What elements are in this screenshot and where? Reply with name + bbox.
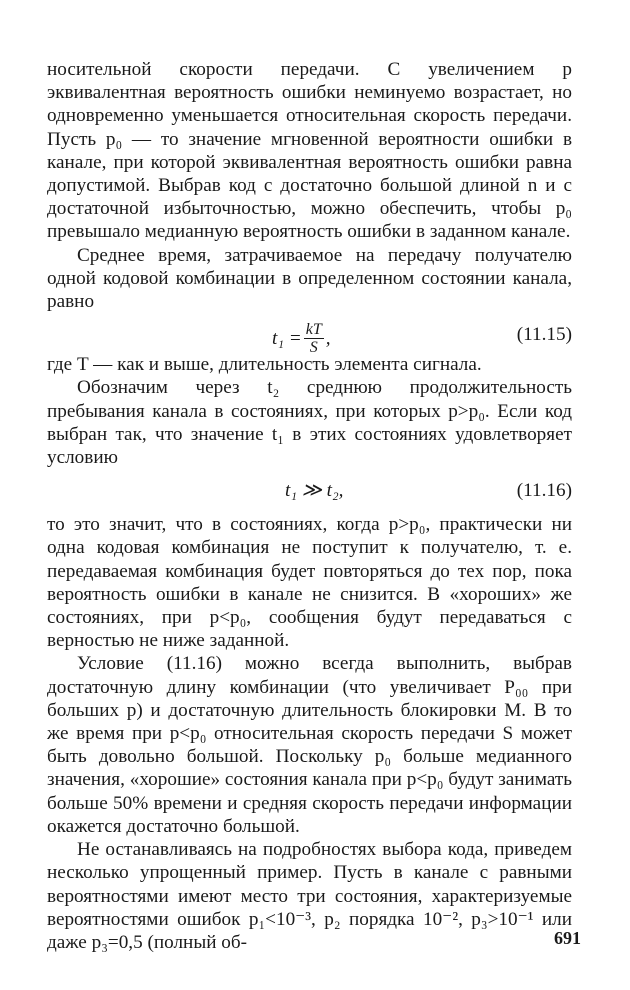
page-number: 691 xyxy=(554,928,581,948)
paragraph-2: Среднее время, затрачиваемое на передачу получателю одной кодовой комбинации в определенном состоянии канала, равно xyxy=(47,244,572,313)
formula-11-16-number: (11.16) xyxy=(516,480,572,502)
formula-11-16 xyxy=(47,469,572,513)
fraction xyxy=(304,321,324,356)
formula-11-15-expression xyxy=(272,321,331,356)
formula-11-15-trail: , xyxy=(325,328,331,350)
page-text xyxy=(47,58,572,954)
formula-11-15-number: (11.15) xyxy=(516,324,572,346)
paragraph-5: то это значит, что в состояниях, когда p>p₀, практически ни одна кодовая комбинация не поступит к получателю, т. е. передаваемая комбинация будет повторяться до тех пор, пока вероятность ошибки в канале не снизится. В «хороших» же состояниях, при p<p₀, сообщения будут передаваться с верностью не ниже заданной. xyxy=(47,514,572,652)
paragraph-7: Не останавливаясь на подробностях выбора кода, приведем несколько упрощенный пример. Пусть в канале с равными вероятностями имеют место три состояния, характеризуемые вероятностями ошибок p₁<10⁻³, p₂ порядка 10⁻², p₃>10⁻¹ или даже p₃=0,5 (полный об- xyxy=(47,839,572,953)
formula-11-15-lhs: t₁ = xyxy=(272,328,302,350)
paragraph-1: носительной скорости передачи. С увеличением p эквивалентная вероятность ошибки неминуемо возрастает, но одновременно уменьшается относительная скорость передачи. Пусть p₀ — то значение мгновенной вероятности ошибки в канале, при которой эквивалентная вероятность ошибки равна допустимой. Выбрав код с достаточно большой длиной n и с достаточной избыточностью, можно обеспечить, чтобы p₀ превышало медианную вероятность ошибки в заданном канале. xyxy=(47,59,572,243)
paragraph-6: Условие (11.16) можно всегда выполнить, выбрав достаточную длину комбинации (что увеличивает P₀₀ при больших p) и достаточную длительность блокировки M. В то же время при p<p₀ относительная скорость передачи S может быть довольно большой. Поскольку p₀ больше медианного значения, «хорошие» состояния канала при p<p₀ будут занимать больше 50% времени и средняя скорость передачи информации окажется достаточно большой. xyxy=(47,653,572,837)
formula-11-16-expression: t₁ ≫ t₂, xyxy=(285,480,344,502)
fraction-numerator: kT xyxy=(305,321,322,339)
paragraph-3: где T — как и выше, длительность элемента сигнала. xyxy=(47,354,482,376)
formula-11-15 xyxy=(47,313,572,357)
fraction-denominator: S xyxy=(309,339,318,357)
paragraph-4: Обозначим через t₂ среднюю продолжительность пребывания канала в состояниях, при которых p>p₀. Если код выбран так, что значение t₁ в этих состояниях удовлетворяет условию xyxy=(47,377,572,469)
